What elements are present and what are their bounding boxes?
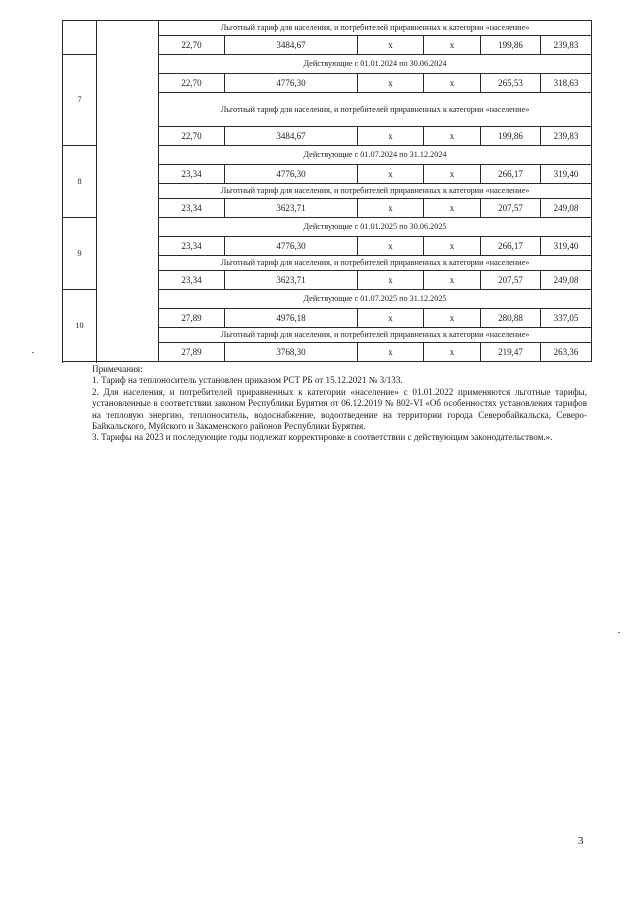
- table-cell: 3484,67: [225, 36, 358, 55]
- table-cell: х: [424, 199, 481, 218]
- table-cell: 3768,30: [225, 343, 358, 362]
- table-cell: 3484,67: [225, 127, 358, 146]
- table-cell: х: [424, 309, 481, 328]
- subheader-cell: Льготный тариф для населения, и потребителей приравненных к категории «население»: [159, 21, 592, 36]
- period-header-cell: Действующие с 01.07.2025 по 31.12.2025: [159, 290, 592, 309]
- notes: [92, 364, 587, 444]
- table-cell: 239,83: [541, 127, 592, 146]
- note-item-3: 3. Тарифы на 2023 и последующие годы подлежат корректировке в соответствии с действующим законодательством.».: [92, 432, 553, 443]
- table-cell: х: [358, 127, 424, 146]
- table-row: [63, 21, 592, 36]
- table-cell: х: [424, 36, 481, 55]
- number-cell: [63, 21, 97, 55]
- scan-speck: [32, 352, 34, 353]
- subheader-cell: Льготный тариф для населения, и потребителей приравненных к категории «население»: [159, 93, 592, 127]
- table-cell: х: [358, 237, 424, 256]
- table-cell: х: [424, 271, 481, 290]
- table-cell: 27,89: [159, 343, 225, 362]
- table-cell: 249,08: [541, 271, 592, 290]
- table-cell: 318,63: [541, 74, 592, 93]
- table-cell: х: [358, 74, 424, 93]
- table-cell: х: [358, 309, 424, 328]
- table-cell: 263,36: [541, 343, 592, 362]
- table-cell: 239,83: [541, 36, 592, 55]
- table-cell: 219,47: [481, 343, 541, 362]
- period-header-cell: Действующие с 01.07.2024 по 31.12.2024: [159, 146, 592, 165]
- table-cell: 3623,71: [225, 199, 358, 218]
- table-cell: 199,86: [481, 127, 541, 146]
- row-number-cell: 7: [63, 55, 97, 146]
- table-cell: 23,34: [159, 199, 225, 218]
- subheader-cell: Льготный тариф для населения, и потребителей приравненных к категории «население»: [159, 256, 592, 271]
- table-cell: х: [358, 199, 424, 218]
- subheader-cell: Льготный тариф для населения, и потребителей приравненных к категории «население»: [159, 184, 592, 199]
- table-cell: 265,53: [481, 74, 541, 93]
- table-cell: 22,70: [159, 36, 225, 55]
- table-cell: 199,86: [481, 36, 541, 55]
- table-cell: х: [424, 127, 481, 146]
- table-cell: 4776,30: [225, 74, 358, 93]
- table-cell: 23,34: [159, 237, 225, 256]
- row-number-cell: 10: [63, 290, 97, 362]
- table-cell: 22,70: [159, 127, 225, 146]
- table-cell: 319,40: [541, 237, 592, 256]
- table-cell: х: [424, 237, 481, 256]
- period-header-cell: Действующие с 01.01.2024 по 30.06.2024: [159, 55, 592, 74]
- table-cell: 266,17: [481, 237, 541, 256]
- table-cell: 4776,30: [225, 237, 358, 256]
- table-cell: 249,08: [541, 199, 592, 218]
- notes-title: Примечания:: [92, 364, 143, 374]
- note-item-2: 2. Для населения, и потребителей приравненных к категории «население» с 01.01.2022 применяются льготные тарифы, установленные в соответствии законом Республики Бурятия от 06.12.2019 № 802-VI «Об особенностях установления тарифов на тепловую энергию, теплоноситель, водоснабжение, водоотведение на территории города Северобайкальска, Северо-Байкальского, Муйского и Закаменского районов Республики Бурятия.: [92, 386, 587, 432]
- table-cell: х: [424, 343, 481, 362]
- row-number-cell: 8: [63, 146, 97, 218]
- note-item-1: 1. Тариф на теплоноситель установлен приказом РСТ РБ от 15.12.2021 № 3/133.: [92, 375, 403, 386]
- table-cell: х: [424, 74, 481, 93]
- page-number: 3: [578, 835, 584, 847]
- table-cell: х: [358, 343, 424, 362]
- table-cell: 207,57: [481, 199, 541, 218]
- table-cell: 3623,71: [225, 271, 358, 290]
- period-header-cell: Действующие с 01.01.2025 по 30.06.2025: [159, 218, 592, 237]
- tariff-table: [62, 20, 592, 362]
- table-cell: 319,40: [541, 165, 592, 184]
- table-cell: 337,05: [541, 309, 592, 328]
- table-cell: 4976,18: [225, 309, 358, 328]
- table-cell: 266,17: [481, 165, 541, 184]
- table-cell: х: [358, 36, 424, 55]
- table-cell: 207,57: [481, 271, 541, 290]
- table-cell: х: [358, 271, 424, 290]
- table-cell: 23,34: [159, 165, 225, 184]
- row-number-cell: 9: [63, 218, 97, 290]
- table-cell: 27,89: [159, 309, 225, 328]
- table-cell: 23,34: [159, 271, 225, 290]
- subheader-cell: Льготный тариф для населения, и потребителей приравненных к категории «население»: [159, 328, 592, 343]
- table-cell: 4776,30: [225, 165, 358, 184]
- scan-speck: [618, 632, 620, 633]
- table-cell: х: [424, 165, 481, 184]
- merged-side-cell: [97, 21, 159, 362]
- table-cell: 280,88: [481, 309, 541, 328]
- table-cell: 22,70: [159, 74, 225, 93]
- table-cell: х: [358, 165, 424, 184]
